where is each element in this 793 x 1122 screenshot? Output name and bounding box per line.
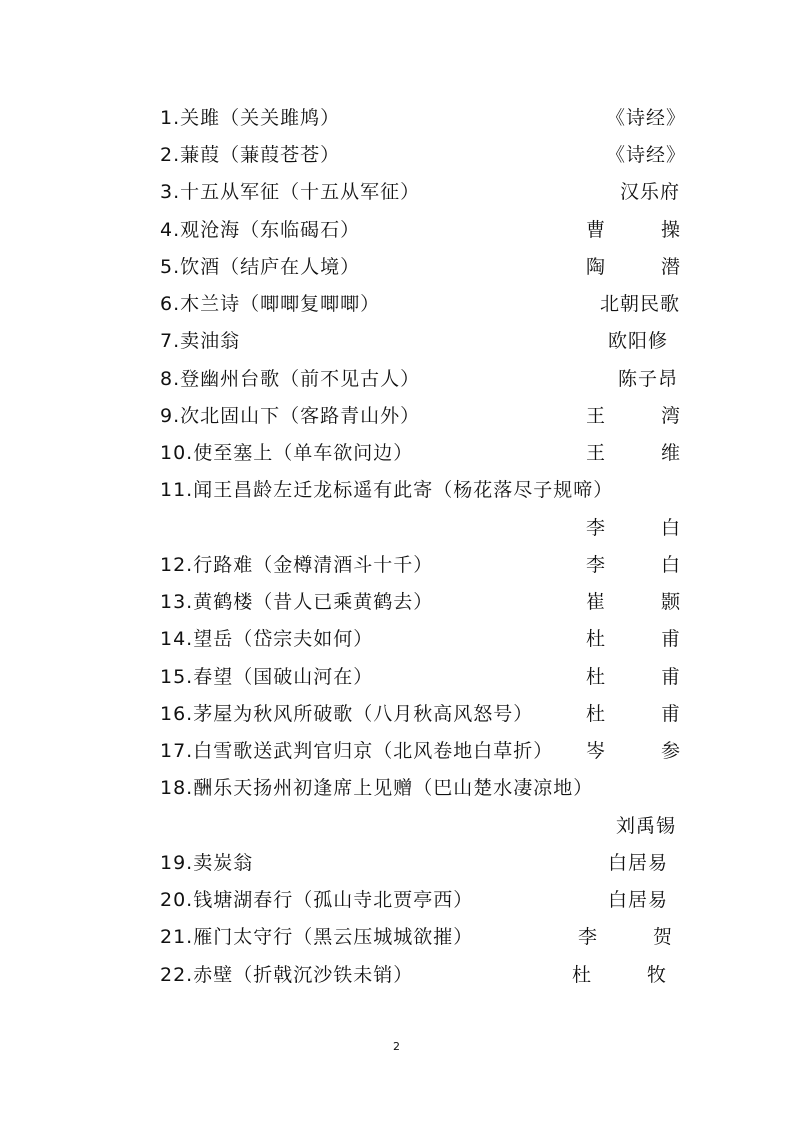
poem-entry-author-line	[160, 808, 680, 845]
poem-title: 12.行路难（金樽清酒斗十千）	[160, 554, 434, 576]
poem-author: 北朝民歌	[599, 293, 680, 315]
poem-author: 崔 颢	[585, 591, 705, 613]
poem-author: 欧阳修	[607, 330, 668, 352]
poem-title: 10.使至塞上（单车欲问边）	[160, 442, 414, 464]
poem-entry	[160, 770, 680, 807]
poem-title: 11.闻王昌龄左迁龙标遥有此寄（杨花落尽子规啼）	[160, 479, 614, 501]
poem-author: 陶 潜	[585, 256, 705, 278]
poem-author: 杜 甫	[585, 628, 705, 650]
poem-author: 陈子昂	[617, 368, 678, 390]
poem-title: 13.黄鹤楼（昔人已乘黄鹤去）	[160, 591, 434, 613]
poem-title: 21.雁门太守行（黑云压城城欲摧）	[160, 926, 474, 948]
poem-entry	[160, 584, 705, 621]
poem-title: 1.关雎（关关雎鸠）	[160, 107, 341, 129]
poem-title: 2.蒹葭（蒹葭苍苍）	[160, 144, 341, 166]
poem-author: 汉乐府	[619, 181, 680, 203]
poem-author: 李 白	[585, 517, 705, 539]
poem-author: 曹 操	[585, 219, 705, 241]
poem-entry	[160, 435, 705, 472]
poem-title: 7.卖油翁	[160, 330, 241, 352]
poem-author: 白居易	[607, 889, 668, 911]
poem-entry	[160, 249, 705, 286]
page-number: 2	[393, 1040, 400, 1053]
poem-entry	[160, 398, 705, 435]
poem-author: 杜 甫	[585, 703, 705, 725]
poem-author: 李 白	[585, 554, 705, 576]
poem-entry	[160, 621, 705, 658]
poem-title: 5.饮酒（结庐在人境）	[160, 256, 361, 278]
poem-entry	[160, 100, 686, 137]
poem-title: 15.春望（国破山河在）	[160, 666, 374, 688]
poem-entry	[160, 733, 705, 770]
poem-title: 18.酬乐天扬州初逢席上见赠（巴山楚水凄凉地）	[160, 777, 594, 799]
poem-entry	[160, 919, 697, 956]
poem-title: 9.次北固山下（客路青山外）	[160, 405, 421, 427]
poem-author: 杜 牧	[571, 964, 691, 986]
poem-title: 14.望岳（岱宗夫如何）	[160, 628, 374, 650]
poem-author: 王 湾	[585, 405, 705, 427]
poem-entry-author-line	[160, 510, 705, 547]
poem-author: 李 贺	[577, 926, 697, 948]
poem-title: 6.木兰诗（唧唧复唧唧）	[160, 293, 381, 315]
poem-title: 20.钱塘湖春行（孤山寺北贾亭西）	[160, 889, 474, 911]
poem-entry	[160, 957, 691, 994]
poem-entry	[160, 659, 705, 696]
poem-title: 3.十五从军征（十五从军征）	[160, 181, 421, 203]
poem-entry	[160, 137, 686, 174]
poem-author: 杜 甫	[585, 666, 705, 688]
poem-entry	[160, 882, 680, 919]
poem-entry	[160, 174, 680, 211]
poem-entry	[160, 696, 705, 733]
poem-title: 8.登幽州台歌（前不见古人）	[160, 368, 421, 390]
poem-entry	[160, 286, 680, 323]
poem-title: 4.观沧海（东临碣石）	[160, 219, 361, 241]
poem-title: 22.赤壁（折戟沉沙铁未销）	[160, 964, 414, 986]
poem-author: 《诗经》	[605, 144, 686, 166]
poem-author: 《诗经》	[605, 107, 686, 129]
poem-author: 岑 参	[585, 740, 705, 762]
poem-title: 16.茅屋为秋风所破歌（八月秋高风怒号）	[160, 703, 534, 725]
poem-entry	[160, 212, 705, 249]
poem-entry	[160, 361, 680, 398]
poem-title: 17.白雪歌送武判官归京（北风卷地白草折）	[160, 740, 554, 762]
poem-title: 19.卖炭翁	[160, 852, 254, 874]
poem-author: 刘禹锡	[615, 815, 676, 837]
poem-entry	[160, 472, 680, 509]
poem-author: 白居易	[607, 852, 668, 874]
poem-entry	[160, 547, 705, 584]
poem-author: 王 维	[585, 442, 705, 464]
poem-entry	[160, 323, 680, 360]
poem-entry	[160, 845, 680, 882]
